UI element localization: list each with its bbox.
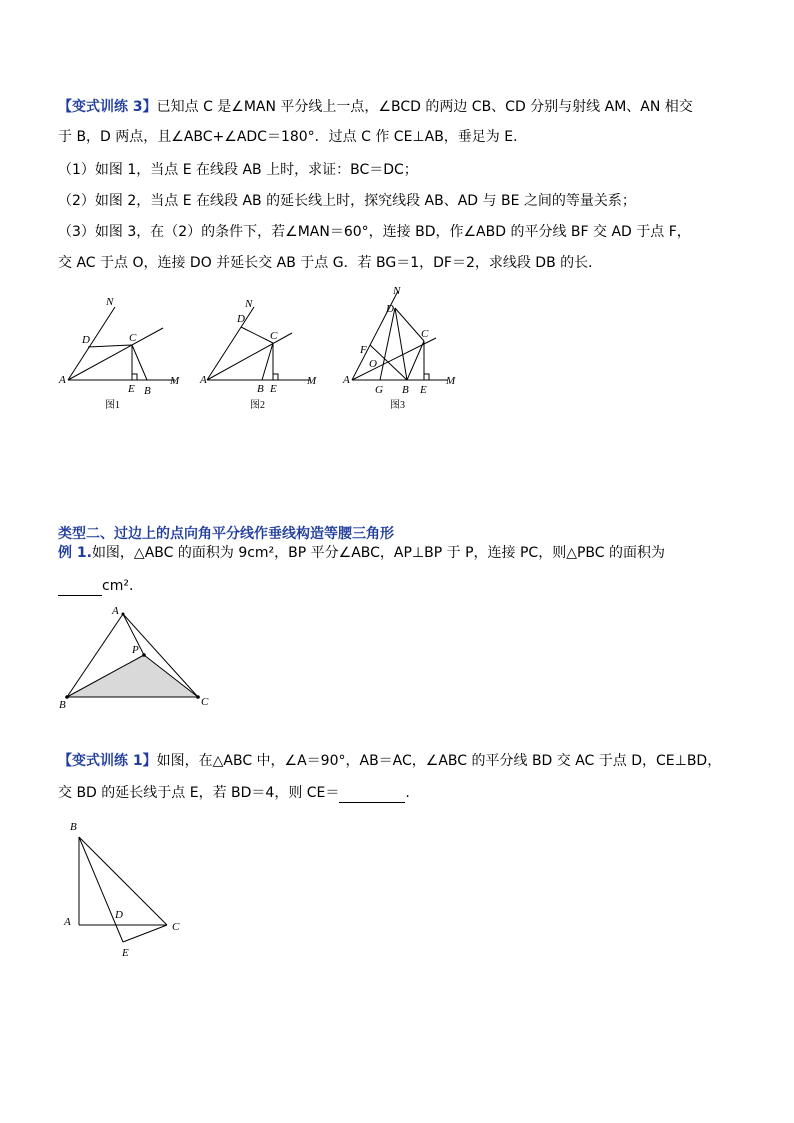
exercise1-line1 [58, 751, 721, 771]
example1-text: 如图，△ABC 的面积为 9cm²，BP 平分∠ABC，AP⊥BP 于 P，连接 PC，则△PBC 的面积为 [91, 545, 665, 561]
vt1-label-d: D [115, 909, 123, 921]
fig1-label-b: B [144, 385, 151, 397]
fig3-label-g: G [375, 384, 383, 396]
exercise1-answer-blank[interactable] [339, 788, 405, 803]
fig2-label-c: C [270, 330, 278, 342]
exercise1-end: . [405, 785, 410, 801]
fig3-label-n: N [393, 285, 401, 297]
exercise3-q3b: 交 AC 于点 O，连接 DO 并延长交 AB 于点 G．若 BG＝1，DF＝2，求线段 DB 的长． [58, 255, 603, 271]
fig2-label-e: E [270, 383, 277, 395]
vt1-label-c: C [172, 921, 180, 933]
exercise3-q3a: （3）如图 3，在（2）的条件下，若∠MAN＝60°，连接 BD，作∠ABD 的平分线 BF 交 AD 于点 F， [58, 224, 691, 240]
fig3-label-e: E [420, 384, 427, 396]
exercise1-line2 [58, 783, 410, 803]
fig1-label-c: C [129, 332, 137, 344]
vt1-label-b: B [70, 821, 77, 833]
fig2-caption: 图2 [250, 400, 265, 411]
figure-3 [340, 283, 470, 413]
fig1-label-a: A [59, 374, 66, 386]
example1-answer-blank[interactable] [58, 581, 102, 596]
example1-tag: 例 1. [58, 545, 92, 561]
fig1-label-e: E [128, 383, 135, 395]
ex1-label-p: P [132, 644, 139, 656]
ex1-label-c: C [201, 696, 209, 708]
fig2-label-m: M [307, 375, 317, 387]
fig2-label-b: B [257, 383, 264, 395]
exercise3-text1: 已知点 C 是∠MAN 平分线上一点，∠BCD 的两边 CB、CD 分别与射线 AM、AN 相交 [156, 99, 693, 115]
exercise3-tag: 【变式训练 3】 [58, 99, 157, 115]
fig3-label-b: B [402, 384, 409, 396]
fig1-label-m: M [170, 375, 180, 387]
section2-heading: 类型二、过边上的点向角平分线作垂线构造等腰三角形 [58, 526, 394, 542]
fig2-label-a: A [200, 374, 207, 386]
exercise1-text1: 如图，在△ABC 中，∠A＝90°，AB＝AC，∠ABC 的平分线 BD 交 AC 于点 D，CE⊥BD， [156, 753, 722, 769]
fig2-label-n: N [245, 298, 253, 310]
fig1-label-n: N [106, 296, 114, 308]
example1-line1 [58, 543, 665, 563]
figure-2 [200, 295, 340, 415]
exercise1-tag: 【变式训练 1】 [58, 753, 157, 769]
exercise1-figure [60, 815, 190, 965]
fig3-label-c: C [421, 328, 429, 340]
fig3-label-a: A [343, 374, 350, 386]
example1-line2 [58, 576, 133, 596]
fig3-label-m: M [446, 375, 456, 387]
fig1-caption: 图1 [105, 400, 120, 411]
fig3-caption: 图3 [390, 400, 405, 411]
example1-figure [55, 602, 215, 712]
exercise3-q1: （1）如图 1，当点 E 在线段 AB 上时，求证：BC＝DC； [58, 162, 418, 178]
fig3-label-o: O [369, 358, 377, 370]
exercise3-q2: （2）如图 2，当点 E 在线段 AB 的延长线上时，探究线段 AB、AD 与 BE 之间的等量关系； [58, 193, 636, 209]
fig3-label-f: F [360, 344, 367, 356]
ex1-label-a: A [112, 605, 119, 617]
figure-1 [55, 295, 195, 415]
ex1-label-b: B [59, 699, 66, 711]
vt1-label-e: E [122, 947, 129, 959]
fig1-label-d: D [82, 334, 90, 346]
fig2-label-d: D [237, 313, 245, 325]
vt1-label-a: A [64, 916, 71, 928]
exercise1-text2: 交 BD 的延长线于点 E，若 BD＝4，则 CE＝ [58, 785, 340, 801]
exercise3-line2: 于 B，D 两点，且∠ABC+∠ADC＝180°．过点 C 作 CE⊥AB，垂足为 E． [58, 129, 528, 145]
example1-unit: cm². [102, 578, 134, 594]
exercise3-line1 [58, 97, 693, 117]
fig3-label-d: D [386, 303, 394, 315]
